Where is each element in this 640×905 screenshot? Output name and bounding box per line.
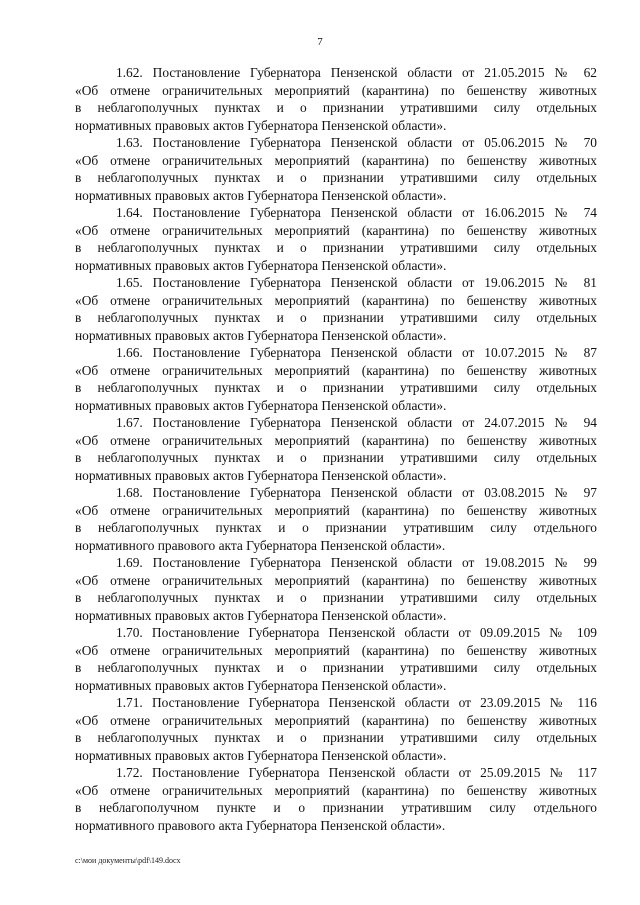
document-body: [75, 64, 597, 834]
item-line: «Об отмене ограничительных мероприятий (карантина) по бешенству животных: [75, 712, 597, 728]
item-line: нормативных правовых актов Губернатора Пензенской области».: [75, 607, 447, 623]
item-line: в неблагополучном пункте и о признании утратившим силу отдельного: [75, 800, 597, 815]
item-line: 1.66. Постановление Губернатора Пензенской области от 10.07.2015 № 87: [116, 345, 597, 360]
item-line: 1.62. Постановление Губернатора Пензенской области от 21.05.2015 № 62: [116, 65, 597, 80]
item-line: в неблагополучных пунктах и о признании утратившими силу отдельных: [75, 310, 597, 325]
list-item: [75, 134, 597, 204]
list-item: [75, 274, 597, 344]
item-line: нормативных правовых актов Губернатора Пензенской области».: [75, 677, 447, 693]
item-line: «Об отмене ограничительных мероприятий (карантина) по бешенству животных: [75, 432, 597, 448]
item-line: 1.68. Постановление Губернатора Пензенской области от 03.08.2015 № 97: [116, 485, 597, 500]
item-line: в неблагополучных пунктах и о признании утратившими силу отдельных: [75, 240, 597, 255]
item-line: в неблагополучных пунктах и о признании утратившими силу отдельных: [75, 100, 597, 115]
list-item: [75, 694, 597, 764]
item-line: нормативных правовых актов Губернатора Пензенской области».: [75, 257, 447, 273]
item-line: в неблагополучных пунктах и о признании утратившим силу отдельного: [75, 520, 597, 535]
item-line: «Об отмене ограничительных мероприятий (карантина) по бешенству животных: [75, 152, 597, 168]
list-item: [75, 484, 597, 554]
item-line: в неблагополучных пунктах и о признании утратившими силу отдельных: [75, 170, 597, 185]
item-line: в неблагополучных пунктах и о признании утратившими силу отдельных: [75, 590, 597, 605]
item-line: «Об отмене ограничительных мероприятий (карантина) по бешенству животных: [75, 362, 597, 378]
item-line: «Об отмене ограничительных мероприятий (карантина) по бешенству животных: [75, 292, 597, 308]
item-line: в неблагополучных пунктах и о признании утратившими силу отдельных: [75, 450, 597, 465]
page-number: 7: [317, 36, 323, 48]
item-line: нормативного правового акта Губернатора Пензенской области».: [75, 537, 446, 553]
list-item: [75, 624, 597, 694]
item-line: «Об отмене ограничительных мероприятий (карантина) по бешенству животных: [75, 502, 597, 518]
item-line: нормативных правовых актов Губернатора Пензенской области».: [75, 397, 447, 413]
item-line: 1.67. Постановление Губернатора Пензенской области от 24.07.2015 № 94: [116, 415, 597, 430]
item-line: 1.71. Постановление Губернатора Пензенской области от 23.09.2015 № 116: [116, 695, 597, 710]
list-item: [75, 764, 597, 834]
file-path-footer: c:\мои документы\pdf\149.docx: [75, 856, 181, 865]
item-line: 1.69. Постановление Губернатора Пензенской области от 19.08.2015 № 99: [116, 555, 597, 570]
item-line: 1.65. Постановление Губернатора Пензенской области от 19.06.2015 № 81: [116, 275, 597, 290]
item-line: в неблагополучных пунктах и о признании утратившими силу отдельных: [75, 660, 597, 675]
list-item: [75, 344, 597, 414]
item-line: 1.64. Постановление Губернатора Пензенской области от 16.06.2015 № 74: [116, 205, 597, 220]
item-line: «Об отмене ограничительных мероприятий (карантина) по бешенству животных: [75, 82, 597, 98]
item-line: 1.63. Постановление Губернатора Пензенской области от 05.06.2015 № 70: [116, 135, 597, 150]
item-line: 1.70. Постановление Губернатора Пензенской области от 09.09.2015 № 109: [116, 625, 597, 640]
item-line: в неблагополучных пунктах и о признании утратившими силу отдельных: [75, 730, 597, 745]
list-item: [75, 414, 597, 484]
list-item: [75, 64, 597, 134]
item-line: нормативных правовых актов Губернатора Пензенской области».: [75, 117, 447, 133]
item-line: «Об отмене ограничительных мероприятий (карантина) по бешенству животных: [75, 642, 597, 658]
item-line: нормативных правовых актов Губернатора Пензенской области».: [75, 467, 447, 483]
item-line: нормативных правовых актов Губернатора Пензенской области».: [75, 327, 447, 343]
item-line: нормативных правовых актов Губернатора Пензенской области».: [75, 187, 447, 203]
item-line: «Об отмене ограничительных мероприятий (карантина) по бешенству животных: [75, 572, 597, 588]
item-line: нормативных правовых актов Губернатора Пензенской области».: [75, 747, 447, 763]
item-line: нормативного правового акта Губернатора Пензенской области».: [75, 817, 446, 833]
list-item: [75, 204, 597, 274]
item-line: «Об отмене ограничительных мероприятий (карантина) по бешенству животных: [75, 222, 597, 238]
item-line: «Об отмене ограничительных мероприятий (карантина) по бешенству животных: [75, 782, 597, 798]
item-line: в неблагополучных пунктах и о признании утратившими силу отдельных: [75, 380, 597, 395]
list-item: [75, 554, 597, 624]
item-line: 1.72. Постановление Губернатора Пензенской области от 25.09.2015 № 117: [116, 765, 597, 780]
